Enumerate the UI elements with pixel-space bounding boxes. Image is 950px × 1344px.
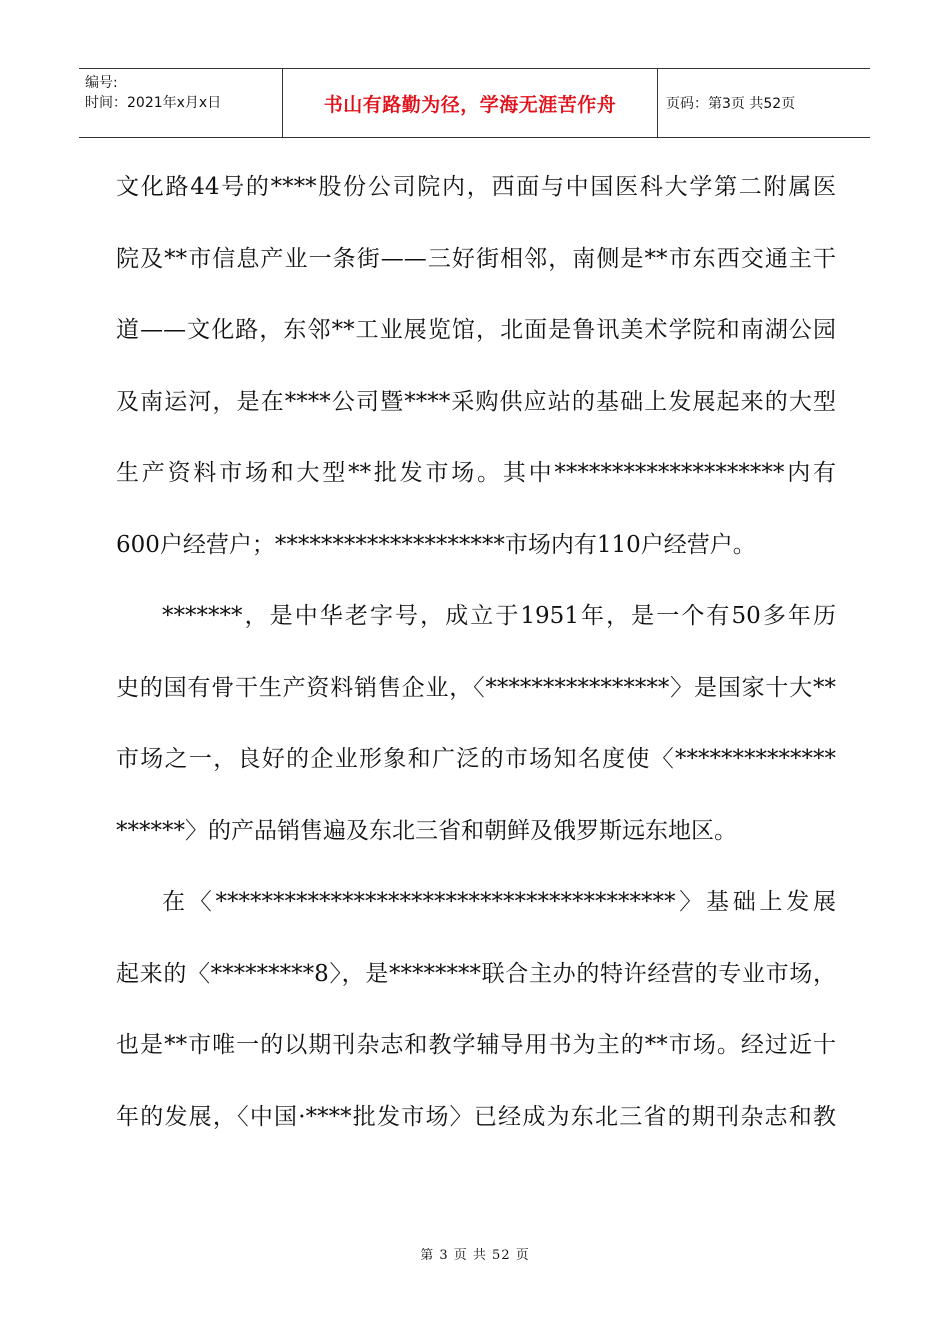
body-line: 年的发展，〈中国·****批发市场〉已经成为东北三省的期刊杂志和教: [116, 1103, 836, 1130]
body-line: 史的国有骨干生产资料销售企业，〈****************〉是国家十大**: [116, 674, 836, 701]
body-line: 起来的〈*********8〉，是********联合主办的特许经营的专业市场，: [116, 960, 836, 987]
page-info: 页码：第3页 共52页: [666, 96, 796, 112]
number-label: 编号:: [85, 75, 118, 91]
body-line: 院及**市信息产业一条街——三好街相邻，南侧是**市东西交通主干: [116, 245, 836, 272]
body-line: *******，是中华老字号，成立于1951年，是一个有50多年历: [162, 603, 836, 629]
footer-page-number: 第 3 页 共 52 页: [420, 1248, 530, 1263]
page-footer: [0, 1244, 950, 1263]
document-header: [79, 68, 870, 138]
date-label: 时间：2021年x月x日: [85, 95, 222, 111]
motto-text: 书山有路勤为径，学海无涯苦作舟: [323, 93, 617, 116]
body-line: 及南运河，是在****公司暨****采购供应站的基础上发展起来的大型: [116, 388, 836, 415]
body-line: 600户经营户；********************市场内有110户经营户。: [116, 531, 756, 558]
body-line: 市场之一，良好的企业形象和广泛的市场知名度使〈**************: [116, 746, 836, 772]
body-text: [116, 152, 836, 1153]
body-line: ******〉的产品销售遍及东北三省和朝鲜及俄罗斯远东地区。: [116, 817, 737, 844]
header-page-info-cell: [658, 69, 870, 137]
header-meta: [79, 69, 282, 137]
body-line: 生产资料市场和大型**批发市场。其中********************内有: [116, 460, 836, 486]
body-line: 在〈****************************************〉基础上发展: [162, 889, 836, 915]
header-motto-cell: [282, 69, 658, 137]
body-line: 也是**市唯一的以期刊杂志和教学辅导用书为主的**市场。经过近十: [116, 1032, 836, 1058]
body-line: 文化路44号的****股份公司院内，西面与中国医科大学第二附属医: [116, 174, 836, 200]
body-line: 道——文化路，东邻**工业展览馆，北面是鲁讯美术学院和南湖公园: [116, 317, 836, 343]
